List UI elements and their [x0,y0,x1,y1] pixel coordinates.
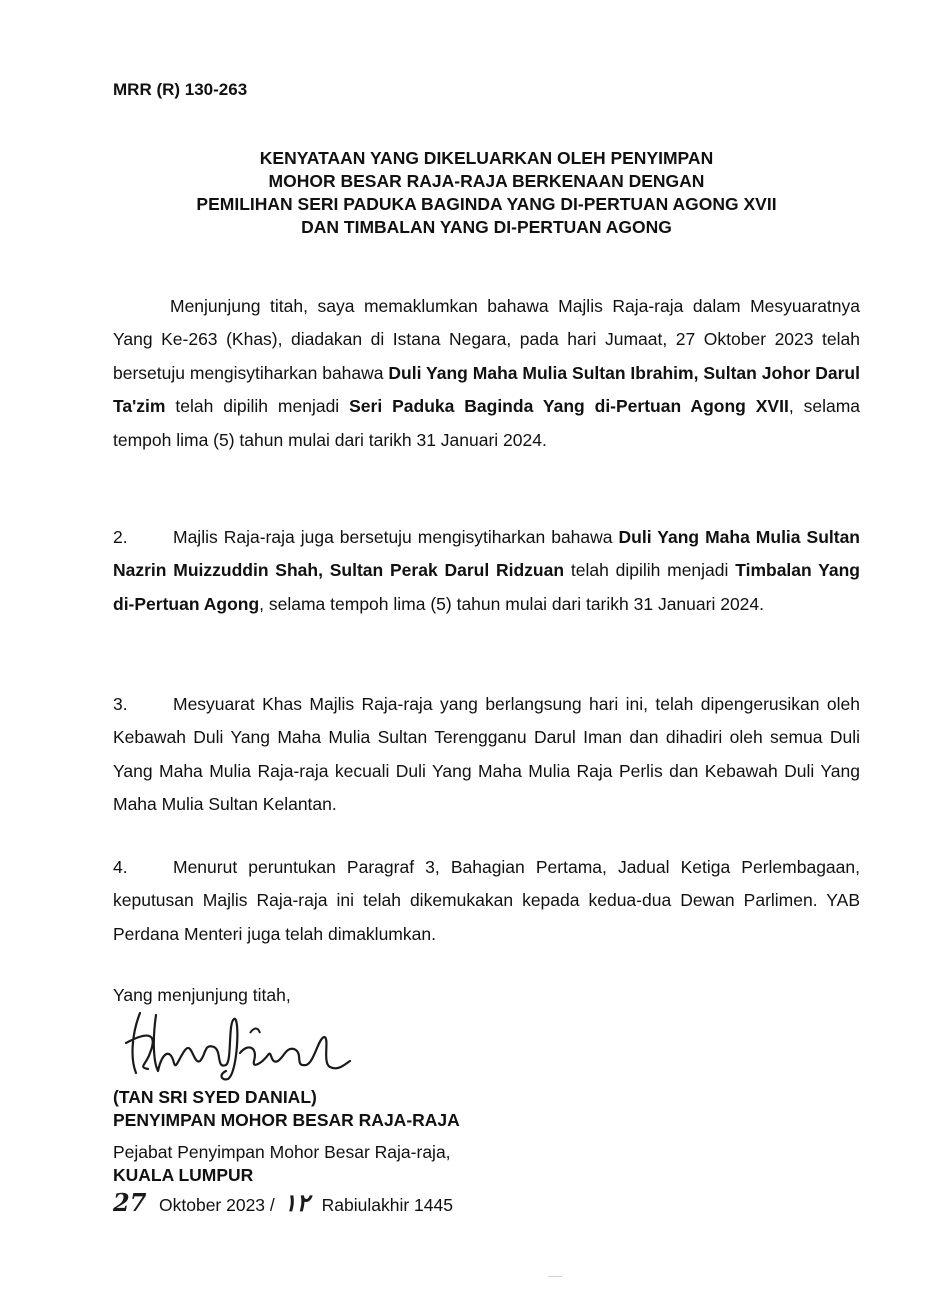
handwritten-hijri-day: ١٢ [283,1188,310,1217]
paragraph-3 [113,688,860,822]
hijri-date: Rabiulakhir 1445 [321,1195,453,1215]
statement-title [113,147,860,239]
paragraph-text: Majlis Raja-raja juga bersetuju mengisytiharkan bahawa [173,527,619,547]
office-name: Pejabat Penyimpan Mohor Besar Raja-raja, [113,1142,451,1162]
paragraph-number: 2. [113,527,128,547]
office-city: KUALA LUMPUR [113,1165,254,1185]
signatory-block [113,1086,460,1132]
reference-number: MRR (R) 130-263 [113,80,248,99]
paragraph-4 [113,851,860,951]
title-line: PEMILIHAN SERI PADUKA BAGINDA YANG DI-PERTUAN AGONG XVII [196,194,777,214]
paragraph-bold-text: Timbalan Yang di-Pertuan Agong [113,560,860,614]
office-block [113,1141,451,1187]
paragraph-number: 4. [113,857,128,877]
title-line: KENYATAAN YANG DIKELUARKAN OLEH PENYIMPAN [259,148,714,168]
footer-mark [548,1276,562,1277]
signature-image [118,1003,358,1083]
signatory-name: (TAN SRI SYED DANIAL) [113,1087,317,1107]
paragraph-bold-text: Duli Yang Maha Mulia Sultan Ibrahim, Sultan Johor Darul Ta'zim [113,362,860,417]
handwritten-day: 27 [113,1188,147,1217]
paragraph-number: 3. [113,694,128,714]
title-line: MOHOR BESAR RAJA-RAJA BERKENAAN DENGAN [268,171,705,191]
paragraph-2 [113,521,860,621]
paragraph-bold-text: Duli Yang Maha Mulia Sultan Nazrin Muizzuddin Shah, Sultan Perak Darul Ridzuan [113,527,860,581]
paragraph-1 [113,290,860,457]
title-line: DAN TIMBALAN YANG DI-PERTUAN AGONG [301,217,672,237]
paragraph-text: telah dipilih menjadi [564,560,736,581]
paragraph-text: Mesyuarat Khas Majlis Raja-raja yang berlangsung hari ini, telah dipengerusikan oleh Kebawah Duli Yang Maha Mulia Sultan Terengganu Darul Iman dan dihadiri oleh semua Duli Yang Maha Mulia Raja-raja kecuali Duli Yang Maha Mulia Raja Perlis dan Kebawah Duli Yang Maha Mulia Sultan Kelantan. [113,694,860,815]
closing-salutation: Yang menjunjung titah, [113,985,291,1005]
date-line [113,1188,453,1217]
paragraph-text: , selama tempoh lima (5) tahun mulai dari tarikh 31 Januari 2024. [259,593,764,614]
paragraph-text: Menjunjung titah, saya memaklumkan bahawa Majlis Raja-raja dalam Mesyuaratnya Yang Ke-263 (Khas), diadakan di Istana Negara, pada hari Jumaat, 27 Oktober 2023 telah bersetuju mengisytiharkan bahawa [113,296,860,383]
gregorian-date: Oktober 2023 / [159,1195,275,1215]
paragraph-text: telah dipilih menjadi [165,396,350,417]
paragraph-text: Menurut peruntukan Paragraf 3, Bahagian Pertama, Jadual Ketiga Perlembagaan, keputusan Majlis Raja-raja ini telah dikemukakan kepada kedua-dua Dewan Parlimen. YAB Perdana Menteri juga telah dimaklumkan. [113,857,860,944]
paragraph-bold-text: Seri Paduka Baginda Yang di-Pertuan Agong XVII [349,396,789,417]
signatory-title: PENYIMPAN MOHOR BESAR RAJA-RAJA [113,1110,460,1130]
paragraph-text: , selama tempoh lima (5) tahun mulai dari tarikh 31 Januari 2024. [113,396,861,450]
